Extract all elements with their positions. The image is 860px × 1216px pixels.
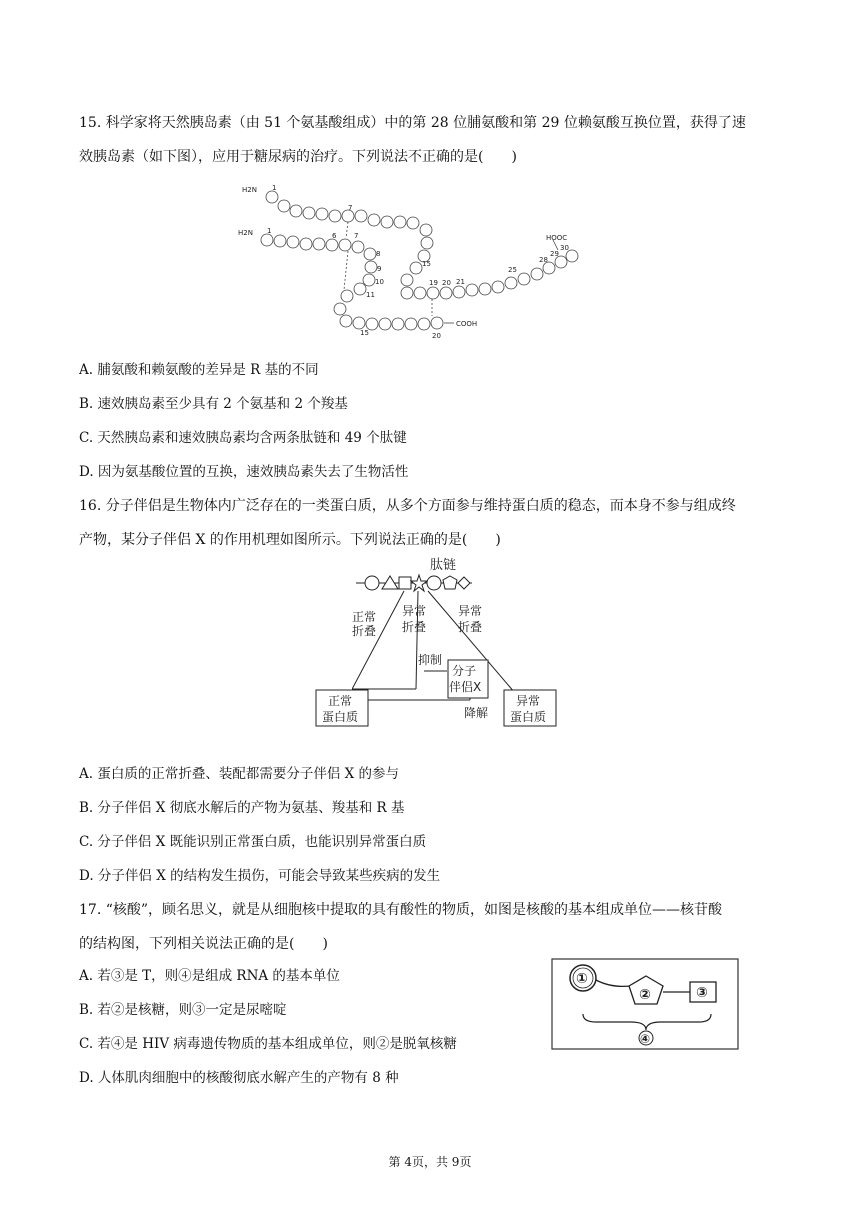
q17-option-a: A. 若③是 T，则④是组成 RNA 的基本单位 [79,968,340,984]
abnormal-fold-mid-label: 折叠 [402,620,427,634]
residue-number: 29 [550,250,559,258]
residue-number: 1 [267,227,272,235]
q15-option-c: C. 天然胰岛素和速效胰岛素均含两条肽链和 49 个肽键 [79,430,407,446]
q15-option-d: D. 因为氨基酸位置的互换，速效胰岛素失去了生物活性 [79,464,409,480]
residue-number: 8 [376,250,381,258]
residue-number: 19 [429,279,438,287]
inhibit-label: 抑制 [418,653,443,667]
residue-number: 28 [539,256,548,264]
residue-number: 15 [360,329,369,337]
residue-number: 11 [366,291,375,299]
q15-stem-line2: 效胰岛素（如下图），应用于糖尿病的治疗。下列说法不正确的是( ) [79,149,517,165]
cooh-label: COOH [456,320,478,328]
residue-number: 7 [348,204,353,212]
residue-number: 25 [508,266,517,274]
residue-number: 15 [422,260,431,268]
abnormal-fold-right-label: 折叠 [458,620,483,634]
nucleotide-label: ④ [640,1032,651,1046]
abnormal-fold-right-label: 异常 [458,604,483,618]
normal-protein-label: 正常 [328,694,353,708]
normal-fold-label: 折叠 [352,624,377,638]
residue-number: 20 [442,279,451,287]
base-label: ③ [696,985,708,1001]
q15-stem-line1: 15. 科学家将天然胰岛素（由 51 个氨基酸组成）中的第 28 位脯氨酸和第 29 位赖氨酸互换位置，获得了速 [79,115,746,131]
residue-number: 1 [272,184,277,192]
q16-option-d: D. 分子伴侣 X 的结构发生损伤，可能会导致某些疾病的发生 [79,868,441,884]
q16-stem-line2: 产物，某分子伴侣 X 的作用机理如图所示。下列说法正确的是( ) [79,532,501,548]
hooc-label: HOOC [546,234,568,242]
q17-option-c: C. 若④是 HIV 病毒遗传物质的基本组成单位，则②是脱氧核糖 [79,1036,457,1052]
h2n-top-label: H2N [242,186,257,194]
residue-number: 20 [432,332,441,340]
abnormal-fold-mid-label: 异常 [402,604,427,618]
sugar-label: ② [639,987,651,1003]
normal-protein-label: 蛋白质 [322,710,359,724]
phosphate-label: ① [576,971,588,987]
protein-boxes [312,685,562,730]
peptide-label: 肽链 [430,558,457,573]
q17-option-d: D. 人体肌肉细胞中的核酸彻底水解产生的产物有 8 种 [79,1070,399,1086]
residue-number: 21 [456,278,465,286]
page-footer: 第 4页，共 9页 [388,1155,472,1169]
abnormal-protein-label: 蛋白质 [510,710,547,724]
residue-number: 10 [375,278,384,286]
h2n-bottom-label: H2N [238,229,253,237]
residue-number: 30 [560,244,569,252]
q15-option-b: B. 速效胰岛素至少具有 2 个氨基和 2 个羧基 [79,396,348,412]
residue-number: 9 [377,265,382,273]
abnormal-protein-label: 异常 [516,694,541,708]
insulin-structure-figure [236,178,586,346]
q16-option-c: C. 分子伴侣 X 既能识别正常蛋白质，也能识别异常蛋白质 [79,834,427,850]
normal-fold-label: 正常 [352,610,377,624]
degrade-label: 降解 [464,706,489,720]
chaperone-label: 伴侣X [449,680,482,694]
q16-stem-line1: 16. 分子伴侣是生物体内广泛存在的一类蛋白质，从多个方面参与维持蛋白质的稳态，而本身不参与组成终 [79,498,736,514]
q15-option-a: A. 脯氨酸和赖氨酸的差异是 R 基的不同 [79,362,319,378]
residue-number: 6 [332,232,337,240]
q17-option-b: B. 若②是核糖，则③一定是尿嘧啶 [79,1002,287,1018]
residue-number: 7 [354,232,359,240]
q16-option-a: A. 蛋白质的正常折叠、装配都需要分子伴侣 X 的参与 [79,766,400,782]
nucleotide-structure-figure [551,958,739,1050]
q17-stem-line1: 17. “核酸”，顾名思义，就是从细胞核中提取的具有酸性的物质，如图是核酸的基本组成单位——核苷酸 [79,902,723,918]
q17-stem-line2: 的结构图，下列相关说法正确的是( ) [79,936,328,952]
q16-option-b: B. 分子伴侣 X 彻底水解后的产物为氨基、羧基和 R 基 [79,800,405,816]
chaperone-label: 分子 [452,664,477,678]
